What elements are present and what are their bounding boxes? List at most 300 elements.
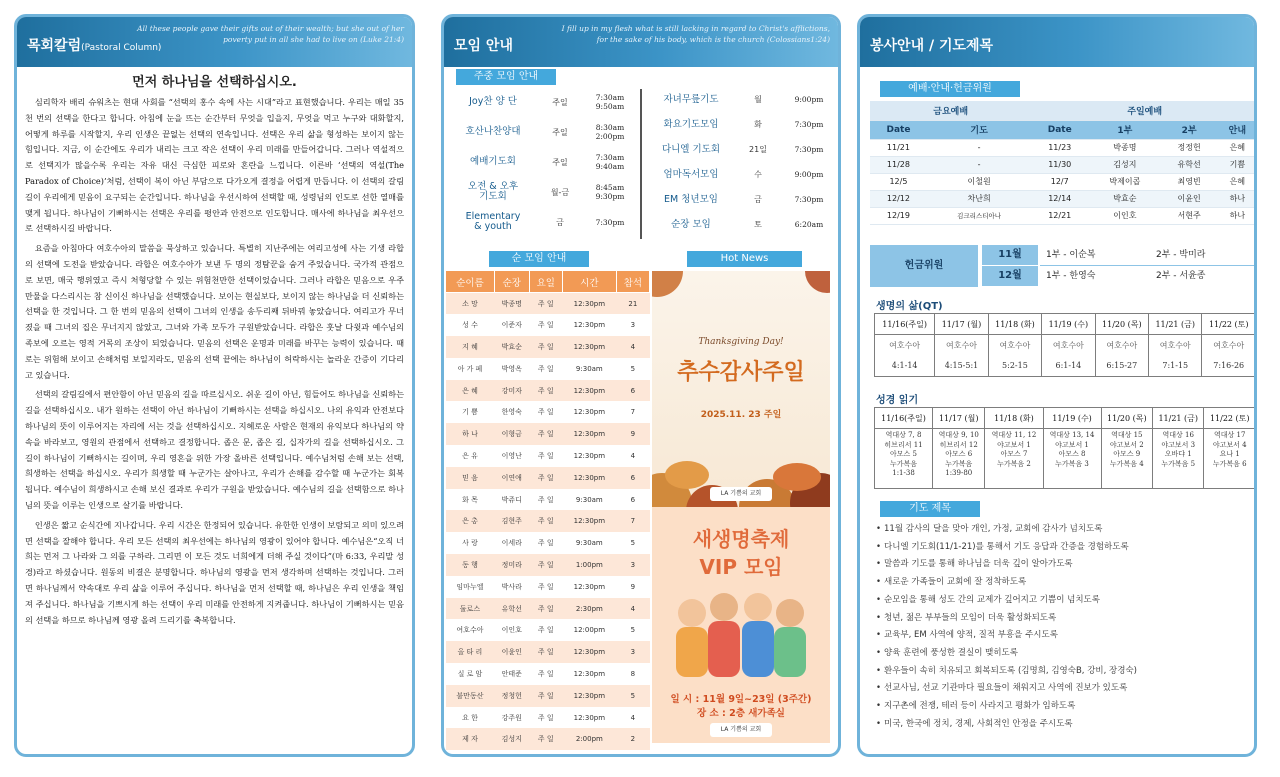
prayer-item xyxy=(876,645,1137,663)
pastoral-title-en: (Pastoral Column) xyxy=(81,43,162,53)
soon-row xyxy=(446,293,650,315)
column-headline: 먼저 하나님을 선택하십시오. xyxy=(132,75,297,90)
weekly-day: 주일 xyxy=(552,157,568,167)
soon-cell: 믿 음 xyxy=(446,467,495,489)
soon-cell: 이형금 xyxy=(494,423,529,445)
thanksgiving-date: 2025.11. 23 주일 xyxy=(700,410,782,420)
soon-cell: 6 xyxy=(616,489,649,511)
prayer-text: 11월 감사의 달을 맞아 개인, 가정, 교회에 감사가 넘치도록 xyxy=(884,524,1103,534)
soon-cell: 박종명 xyxy=(494,293,529,315)
bullet-icon: • xyxy=(876,541,882,552)
soon-cell: 9:30am xyxy=(562,532,616,554)
weekly-right-table xyxy=(646,87,838,237)
soon-row xyxy=(446,358,650,380)
soon-cell: 하 나 xyxy=(446,423,495,445)
meeting-header xyxy=(444,17,838,67)
soon-cell: 주 일 xyxy=(529,707,562,729)
bullet-icon: • xyxy=(876,524,882,534)
weekly-row xyxy=(448,177,638,207)
soon-cell: 주 일 xyxy=(529,445,562,467)
soon-cell: 이인호 xyxy=(494,619,529,641)
weekly-time: 8:30am 2:00pm xyxy=(595,123,625,141)
weekly-name: 예배기도회 xyxy=(470,156,516,167)
fri-label: 금요예배 xyxy=(870,101,1031,120)
soon-cell: 7 xyxy=(616,401,649,423)
soon-cell: 3 xyxy=(616,314,649,336)
soon-cell: 12:30pm xyxy=(562,663,616,685)
fri-header: 기도 xyxy=(927,120,1031,139)
prayer-text: 지구촌에 전쟁, 테러 등이 사라지고 평화가 임하도록 xyxy=(884,701,1076,712)
soon-cell: 주 일 xyxy=(529,314,562,336)
soon-cell: 12:30pm xyxy=(562,293,616,315)
weekly-row xyxy=(646,87,838,112)
service-cell: 12/14 xyxy=(1031,190,1088,207)
soon-cell: 소 망 xyxy=(446,293,495,315)
service-cell: 차난희 xyxy=(927,190,1031,207)
qt-label: 생명의 삶(QT) xyxy=(876,301,943,312)
sun-header: 안내 xyxy=(1217,120,1257,139)
bullet-icon: • xyxy=(876,683,882,694)
soon-cell: 주 일 xyxy=(529,293,562,315)
soon-row xyxy=(446,619,650,641)
church-logo: LA 기쁨의 교회 xyxy=(710,723,772,737)
prayer-item xyxy=(876,574,1137,592)
soon-meeting-label: 순 모임 안내 xyxy=(489,251,589,267)
prayer-text: 선교사님, 선교 기관마다 필요들이 채워지고 사역에 진보가 있도록 xyxy=(884,683,1128,694)
vip-place: 장 소 : 2층 새가족실 xyxy=(697,708,785,719)
qt-ref: 4:15-5:1 xyxy=(944,361,979,370)
soon-cell: 이준자 xyxy=(494,314,529,336)
soon-cell: 주 일 xyxy=(529,423,562,445)
weekly-time: 7:30pm xyxy=(794,120,824,129)
soon-cell: 화 목 xyxy=(446,489,495,511)
service-cell: 기쁨 xyxy=(1217,156,1257,173)
soon-cell: 12:30pm xyxy=(562,685,616,707)
weekly-row xyxy=(646,112,838,137)
service-cell: 12/12 xyxy=(870,190,927,207)
soon-cell: 강미자 xyxy=(494,380,529,402)
reading-cell: 역대상 7, 8 히브리서 11 아모스 5 누가복음 1:1-38 xyxy=(875,429,933,489)
soon-row xyxy=(446,685,650,707)
soon-cell: 2:30pm xyxy=(562,598,616,620)
soon-cell: 주 일 xyxy=(529,576,562,598)
meeting-panel xyxy=(441,14,841,757)
soon-row xyxy=(446,510,650,532)
offering-divider xyxy=(1040,265,1256,266)
weekly-day: 월 xyxy=(754,95,762,104)
weekly-name: Elementary & youth xyxy=(465,211,521,232)
offering-second: 2부 - 박미라 xyxy=(1156,250,1206,260)
service-table xyxy=(870,101,1257,225)
thanksgiving-script: Thanksgiving Day! xyxy=(698,337,784,347)
soon-cell: 이영난 xyxy=(494,445,529,467)
soon-cell: 2:00pm xyxy=(562,728,616,750)
reading-day: 11/16(주일) xyxy=(875,408,933,429)
soon-cell: 박쥬디 xyxy=(494,489,529,511)
reading-table xyxy=(874,407,1256,489)
soon-row xyxy=(446,489,650,511)
reading-day: 11/19 (수) xyxy=(1043,408,1101,429)
qt-day: 11/22 (토) xyxy=(1202,314,1256,335)
service-cell: 11/30 xyxy=(1031,156,1088,173)
soon-cell: 강주원 xyxy=(494,707,529,729)
reading-day: 11/20 (목) xyxy=(1101,408,1152,429)
soon-row xyxy=(446,401,650,423)
weekly-name: 오전 & 오후 기도회 xyxy=(467,181,519,202)
qt-book: 여호수아 xyxy=(1052,341,1084,350)
soon-cell: 지 혜 xyxy=(446,336,495,358)
qt-book: 여호수아 xyxy=(1106,341,1138,350)
soon-cell: 9 xyxy=(616,576,649,598)
weekly-name: 순장 모임 xyxy=(671,218,711,230)
prayer-text: 순모임을 통해 성도 간의 교제가 깊어지고 기쁨이 넘치도록 xyxy=(884,594,1100,605)
soon-cell: 박효순 xyxy=(494,336,529,358)
soon-cell: 김현주 xyxy=(494,510,529,532)
soon-header: 순장 xyxy=(494,271,529,293)
column-body xyxy=(25,95,404,628)
weekly-time: 8:45am 9:30pm xyxy=(595,183,625,201)
weekly-row xyxy=(646,137,838,162)
prayer-item xyxy=(876,716,1137,734)
service-cell: 11/21 xyxy=(870,139,927,156)
soon-cell: 4 xyxy=(616,707,649,729)
offering-month: 11월 xyxy=(982,245,1038,265)
weekly-time: 7:30pm xyxy=(794,145,824,154)
prayer-item xyxy=(876,627,1137,645)
service-cell: 최영빈 xyxy=(1162,173,1217,190)
church-logo: LA 기쁨의 교회 xyxy=(710,487,772,501)
service-cell: 11/23 xyxy=(1031,139,1088,156)
soon-row xyxy=(446,598,650,620)
bullet-icon: • xyxy=(876,701,882,712)
weekly-day: 주일 xyxy=(552,97,568,107)
weekly-row xyxy=(448,147,638,177)
soon-row xyxy=(446,728,650,750)
qt-table xyxy=(874,313,1256,377)
soon-cell: 은 유 xyxy=(446,445,495,467)
soon-cell: 제 자 xyxy=(446,728,495,750)
soon-cell: 12:30pm xyxy=(562,641,616,663)
bullet-icon: • xyxy=(876,630,882,641)
weekly-row xyxy=(646,212,838,237)
prayer-text: 새로운 가족들이 교회에 잘 정착하도록 xyxy=(884,577,1027,588)
service-row xyxy=(870,190,1257,207)
soon-cell: 안태준 xyxy=(494,663,529,685)
reading-cell: 역대상 9, 10 히브리서 12 아모스 6 누가복음 1:39-80 xyxy=(933,429,985,489)
offering-month: 12월 xyxy=(982,266,1038,286)
reading-cell: 역대상 17 야고보서 4 요나 1 누가복음 6 xyxy=(1204,429,1256,489)
weekly-row xyxy=(448,207,638,237)
column-paragraph: 선택의 갈림길에서 편안함이 아닌 믿음의 길을 따르십시오. 쉬운 길이 아닌, 힘들어도 하나님을 신뢰하는 길을 선택하십시오. 내가 원하는 선택이 아닌 하나님이 기뻐하시는 선택을 하십시오. 나의 유익과 안전보다 하나님의 뜻이 이루어지는 자리에 서는 것을 선택하십시오. 지혜로운 사람은 현재의 유익보다 하나님의 약속을 바라보고, 영원의 관점에서 선택하고 결정합니다. 좁은 문, 좁은 길, 십자가의 길을 선택하십시오. 그 길이 하나님이 기뻐하시는 길이며, 우리 영혼을 위한 가장 올바른 선택입니다. 예수님처럼 손해 보는 선택, 희생하는 선택을 하십시오. 우리가 희생할 때 누군가는 살아나고, 우리가 손해를 감수할 때 누군가는 회복됩니다. 예수님이 희생하시고 손해 보신 결과로 우리가 구원을 받았습니다. 예수님의 길을 선택함으로 하나님의 뜻을 이루는 인생으로 살기를 바랍니다. xyxy=(25,389,404,510)
service-cell: 이철원 xyxy=(927,173,1031,190)
offering-label: 헌금위원 xyxy=(870,245,978,287)
pastoral-title-text: 목회칼럼 xyxy=(27,38,82,54)
weekly-left-table xyxy=(448,87,638,237)
column-paragraph: 요즘을 아침마다 여호수아의 말씀을 묵상하고 있습니다. 특별히 지난주에는 여리고성에 사는 기생 라합의 선택에 도전을 받았습니다. 라합은 여호수아가 보낸 두 명의 정탐꾼을 숨겨 주었습니다. 국가적 관점으로 보면, 매국 행위였고 즉시 처형당할 수 있는 위험천만한 선택이었습니다. 그러나 라합은 믿음으로 우주 만물을 다스리시는 참 신이신 하나님을 선택했습니다. 보이는 현실보다, 보이지 않는 하나님을 더 신뢰하는 선택을 한 것입니다. 그 한 번의 믿음의 선택이 그녀의 인생을 송두리째 뒤바꿔 놓았습니다. 여리고가 무너졌을 때 그녀의 집은 무너지지 않았고, 그녀와 가족 모두가 구원받았습니다. 라합은 훗날 다윗과 예수님의 족보에 오르는 영적 거목의 조상이 되었습니다. 믿음의 선택은 운명과 미래를 바꾸는 능력이 있습니다. 때로는 위험해 보이고 손해처럼 보일지라도, 믿음의 선택 끝에는 하나님이 허락하시는 놀라운 간증이 기다리고 있습니다. xyxy=(25,243,404,380)
fri-header: Date xyxy=(870,120,927,139)
soon-cell: 임마누엘 xyxy=(446,576,495,598)
qt-cell xyxy=(988,335,1041,377)
soon-cell: 주 일 xyxy=(529,728,562,750)
offering-first: 1부 - 한영숙 xyxy=(1046,271,1096,281)
soon-cell: 4 xyxy=(616,336,649,358)
soon-cell: 주 일 xyxy=(529,663,562,685)
weekly-row xyxy=(646,162,838,187)
service-cell: 이윤인 xyxy=(1162,190,1217,207)
reading-day: 11/17 (월) xyxy=(933,408,985,429)
soon-cell: 이윤인 xyxy=(494,641,529,663)
service-cell: - xyxy=(927,156,1031,173)
service-header xyxy=(860,17,1254,67)
qt-day: 11/16(주일) xyxy=(875,314,935,335)
prayer-text: 환우들이 속히 치유되고 회복되도록 (김명희, 김영숙B, 강비, 장경숙) xyxy=(884,665,1137,676)
service-cell: 이인호 xyxy=(1088,207,1161,224)
weekly-day: 주일 xyxy=(552,127,568,137)
service-cell: 12/5 xyxy=(870,173,927,190)
weekly-time: 9:00pm xyxy=(794,170,824,179)
soon-header: 시간 xyxy=(562,271,616,293)
thanksgiving-title: 추수감사주일 xyxy=(677,360,805,385)
soon-row xyxy=(446,641,650,663)
soon-cell: 21 xyxy=(616,293,649,315)
soon-cell: 둘로스 xyxy=(446,598,495,620)
service-row xyxy=(870,139,1257,156)
weekly-time: 7:30am 9:50am xyxy=(595,93,625,111)
service-cell: 은혜 xyxy=(1217,173,1257,190)
prayer-item xyxy=(876,521,1137,539)
soon-cell: 12:30pm xyxy=(562,576,616,598)
soon-cell: 요 한 xyxy=(446,707,495,729)
prayer-text: 교육부, EM 사역에 양적, 질적 부흥을 주시도록 xyxy=(884,630,1058,641)
column-paragraph: 심리학자 배리 슈워츠는 현대 사회를 “선택의 홍수 속에 사는 시대”라고 표현했습니다. 우리는 매일 35천 번의 선택을 한다고 합니다. 아침에 눈을 뜨는 순간부터 무엇을 입을지, 무엇을 먹고 누구와 대화할지, 어떻게 하루를 시작할지, 우리 인생은 끝없는 선택의 연속입니다. 선택은 우리 삶을 형성하는 보이지 않는 힘입니다. 지금, 이 순간에도 우리가 내리는 크고 작은 선택이 우리 미래를 만들어갑니다. 그러나 역설적으로 선택지가 많을수록 우리는 자유 대신 극심한 피로와 혼란을 느낍니다. 이른바 ‘선택의 역설(The Paradox of Choice)’처럼, 선택이 복이 아닌 부담으로 다가오게 결정을 어렵게 만듭니다. 이 선택의 갈림길이 우리에게 믿음이 요구되는 순간입니다. 하나님을 우선시하여 선택할 때, 성령님의 인도로 선한 열매를 맺게 됩니다. 하나님이 기뻐하시는 선택은 우리를 평안과 안전으로 인도합니다. 매사에 하나님을 최우선으로 선택하시길 바랍니다. xyxy=(25,97,404,234)
soon-cell: 주 일 xyxy=(529,532,562,554)
soon-cell: 이연애 xyxy=(494,467,529,489)
vip-title-1: 새생명축제 xyxy=(692,527,790,551)
soon-cell: 주 일 xyxy=(529,467,562,489)
soon-cell: 12:00pm xyxy=(562,619,616,641)
weekly-name: 화요기도모임 xyxy=(663,118,719,130)
thanksgiving-poster xyxy=(652,271,830,507)
service-panel xyxy=(857,14,1257,757)
vip-date: 일 시 : 11월 9일~23일 (3주간) xyxy=(670,694,812,705)
soon-row xyxy=(446,445,650,467)
qt-book: 여호수아 xyxy=(889,341,921,350)
reading-cell: 역대상 11, 12 야고보서 1 아모스 7 누가복음 2 xyxy=(985,429,1043,489)
soon-cell: 4 xyxy=(616,598,649,620)
service-row xyxy=(870,156,1257,173)
soon-cell: 한영숙 xyxy=(494,401,529,423)
service-row xyxy=(870,173,1257,190)
service-cell: 12/21 xyxy=(1031,207,1088,224)
service-cell: 12/19 xyxy=(870,207,927,224)
autumn-leaves-illustration xyxy=(652,271,830,507)
prayer-text: 미국, 한국에 정치, 경제, 사회적인 안정을 주시도록 xyxy=(884,718,1073,729)
people-illustration xyxy=(662,583,820,683)
qt-ref: 7:1-15 xyxy=(1162,361,1189,370)
soon-cell: 8 xyxy=(616,663,649,685)
soon-cell: 주 일 xyxy=(529,358,562,380)
weekly-divider xyxy=(640,89,642,239)
soon-cell: 박영옥 xyxy=(494,358,529,380)
qt-cell xyxy=(1202,335,1256,377)
prayer-text: 청년, 젊은 부부들의 모임이 더욱 활성화되도록 xyxy=(884,612,1057,623)
soon-cell: 정미라 xyxy=(494,554,529,576)
qt-ref: 6:1-14 xyxy=(1055,361,1082,370)
weekly-row xyxy=(448,117,638,147)
soon-cell: 3 xyxy=(616,641,649,663)
soon-row xyxy=(446,663,650,685)
soon-cell: 사 랑 xyxy=(446,532,495,554)
prayer-item xyxy=(876,680,1137,698)
soon-cell: 5 xyxy=(616,619,649,641)
prayer-item xyxy=(876,592,1137,610)
service-cell: 유학선 xyxy=(1162,156,1217,173)
qt-day: 11/17 (월) xyxy=(935,314,988,335)
soon-cell: 1:00pm xyxy=(562,554,616,576)
soon-cell: 정청헌 xyxy=(494,685,529,707)
service-cell: 하나 xyxy=(1217,207,1257,224)
prayer-text: 다니엘 기도회(11/1-21)를 통해서 기도 응답과 간증을 경험하도록 xyxy=(884,541,1129,552)
column-paragraph: 인생은 짧고 순식간에 지나갑니다. 우리 시간은 한정되어 있습니다. 유한한 인생이 보람되고 의미 있으려면 선택을 잘해야 합니다. 우리 모든 선택의 최우선에는 하나님의 영광이 있어야 합니다. 예수님은“오직 너희는 먼저 그 나라와 그 의를 구하라. 그리면 이 모든 것도 너희에게 더해 주실 것이다”(마 6:33, 우리말 성경)라고 하셨습니다. 원동의 비결은 분명합니다. 하나님의 영광을 먼저 생각하며 선택하는 것입니다. 그러면 하나님께서 약속대로 우리 삶을 이루어 주십니다. 하나님을 먼저 선택할 때, 하나님은 우리 인생을 책임져 주십니다. 하나님을 기쁘시게 하는 선택이 우리 미래를 안전하게 지켜줍니다. 하나님이 기뻐하시는 믿음의 선택을 하므로 하나님께 영광 올려 드리기를 축복합니다. xyxy=(25,519,404,625)
soon-cell: 12:30pm xyxy=(562,423,616,445)
qt-ref: 4:1-14 xyxy=(891,361,918,370)
soon-cell: 주 일 xyxy=(529,554,562,576)
soon-cell: 아 가 페 xyxy=(446,358,495,380)
bullet-icon: • xyxy=(876,665,882,676)
soon-cell: 9:30am xyxy=(562,358,616,380)
prayer-item xyxy=(876,539,1137,557)
weekly-time: 7:30am 9:40am xyxy=(595,153,625,171)
service-cell: 김크리스티아나 xyxy=(927,207,1031,224)
qt-cell xyxy=(935,335,988,377)
weekly-name: Joy찬 양 단 xyxy=(469,96,517,107)
weekly-day: 화 xyxy=(754,120,762,129)
soon-cell: 주 일 xyxy=(529,401,562,423)
soon-cell: 12:30pm xyxy=(562,314,616,336)
soon-cell: 여호수아 xyxy=(446,619,495,641)
soon-cell: 주 일 xyxy=(529,380,562,402)
soon-header: 참석 xyxy=(616,271,649,293)
soon-cell: 6 xyxy=(616,467,649,489)
meeting-title: 모임 안내 xyxy=(454,38,513,54)
soon-cell: 7 xyxy=(616,510,649,532)
service-cell: 은혜 xyxy=(1217,139,1257,156)
sun-header: 1부 xyxy=(1088,120,1161,139)
soon-cell: 기 쁨 xyxy=(446,401,495,423)
service-cell: 박종명 xyxy=(1088,139,1161,156)
reading-cell: 역대상 15 야고보서 2 아모스 9 누가복음 4 xyxy=(1101,429,1152,489)
soon-cell: 은 혜 xyxy=(446,380,495,402)
qt-day: 11/18 (화) xyxy=(988,314,1041,335)
soon-cell: 5 xyxy=(616,358,649,380)
soon-cell: 불만동산 xyxy=(446,685,495,707)
prayer-list xyxy=(876,521,1137,733)
prayer-label: 기도 제목 xyxy=(880,501,980,517)
prayer-item xyxy=(876,698,1137,716)
weekly-row xyxy=(646,187,838,212)
service-cell: 11/28 xyxy=(870,156,927,173)
sun-header: 2부 xyxy=(1162,120,1217,139)
prayer-text: 양육 훈련에 풍성한 결실이 맺히도록 xyxy=(884,647,1018,658)
qt-book: 여호수아 xyxy=(1159,341,1191,350)
weekly-name: 다니엘 기도회 xyxy=(661,143,721,155)
service-cell: 서현주 xyxy=(1162,207,1217,224)
qt-cell xyxy=(1149,335,1202,377)
reading-cell: 역대상 16 야고보서 3 오바댜 1 누가복음 5 xyxy=(1153,429,1204,489)
soon-row xyxy=(446,554,650,576)
weekly-name: 호산나찬양대 xyxy=(465,126,521,137)
prayer-item xyxy=(876,556,1137,574)
soon-cell: 주 일 xyxy=(529,336,562,358)
bullet-icon: • xyxy=(876,647,882,658)
qt-ref: 5:2-15 xyxy=(1002,361,1028,370)
soon-cell: 5 xyxy=(616,532,649,554)
soon-cell: 12:30pm xyxy=(562,707,616,729)
soon-cell: 12:30pm xyxy=(562,380,616,402)
bullet-icon: • xyxy=(876,718,882,729)
soon-cell: 9:30am xyxy=(562,489,616,511)
bullet-icon: • xyxy=(876,612,882,623)
weekly-name: 자녀무릎기도 xyxy=(663,93,719,105)
qt-day: 11/20 (목) xyxy=(1095,314,1148,335)
hot-news-label: Hot News xyxy=(687,251,802,267)
soon-cell: 12:30pm xyxy=(562,336,616,358)
soon-header: 요일 xyxy=(529,271,562,293)
prayer-item xyxy=(876,663,1137,681)
weekly-time: 9:00pm xyxy=(794,95,824,104)
weekly-day: 수 xyxy=(754,170,762,179)
soon-row xyxy=(446,336,650,358)
weekly-time: 6:20am xyxy=(794,220,824,229)
qt-day: 11/19 (수) xyxy=(1042,314,1095,335)
soon-cell: 김성지 xyxy=(494,728,529,750)
pastoral-column-panel xyxy=(14,14,415,757)
soon-cell: 3 xyxy=(616,554,649,576)
reading-day: 11/18 (화) xyxy=(985,408,1043,429)
soon-row xyxy=(446,707,650,729)
weekly-day: 토 xyxy=(754,220,762,229)
soon-row xyxy=(446,423,650,445)
weekly-name: EM 청년모임 xyxy=(664,193,718,205)
soon-cell: 주 일 xyxy=(529,598,562,620)
pastoral-header xyxy=(17,17,412,67)
soon-cell: 동 행 xyxy=(446,554,495,576)
reading-day: 11/22 (토) xyxy=(1204,408,1256,429)
soon-cell: 12:30pm xyxy=(562,510,616,532)
soon-cell: 9 xyxy=(616,423,649,445)
qt-cell xyxy=(1095,335,1148,377)
weekly-time: 7:30pm xyxy=(794,195,824,204)
bullet-icon: • xyxy=(876,594,882,605)
soon-cell: 12:30pm xyxy=(562,445,616,467)
soon-cell: 2 xyxy=(616,728,649,750)
soon-cell: 주 일 xyxy=(529,641,562,663)
qt-cell xyxy=(1042,335,1095,377)
weekly-row xyxy=(448,87,638,117)
hot-news-poster[interactable] xyxy=(652,271,830,743)
soon-cell: 12:30pm xyxy=(562,467,616,489)
weekly-day: 월-금 xyxy=(550,187,570,197)
soon-meeting-table xyxy=(445,270,650,750)
soon-cell: 실 로 암 xyxy=(446,663,495,685)
weekly-name: 엄마독서모임 xyxy=(663,168,719,180)
weekly-day: 21일 xyxy=(749,145,767,154)
soon-cell: 성 수 xyxy=(446,314,495,336)
weekly-day: 금 xyxy=(754,195,762,204)
worship-label: 예배·안내·헌금위원 xyxy=(880,81,1020,97)
sun-header: Date xyxy=(1031,120,1088,139)
sun-label: 주일예배 xyxy=(1031,101,1257,120)
